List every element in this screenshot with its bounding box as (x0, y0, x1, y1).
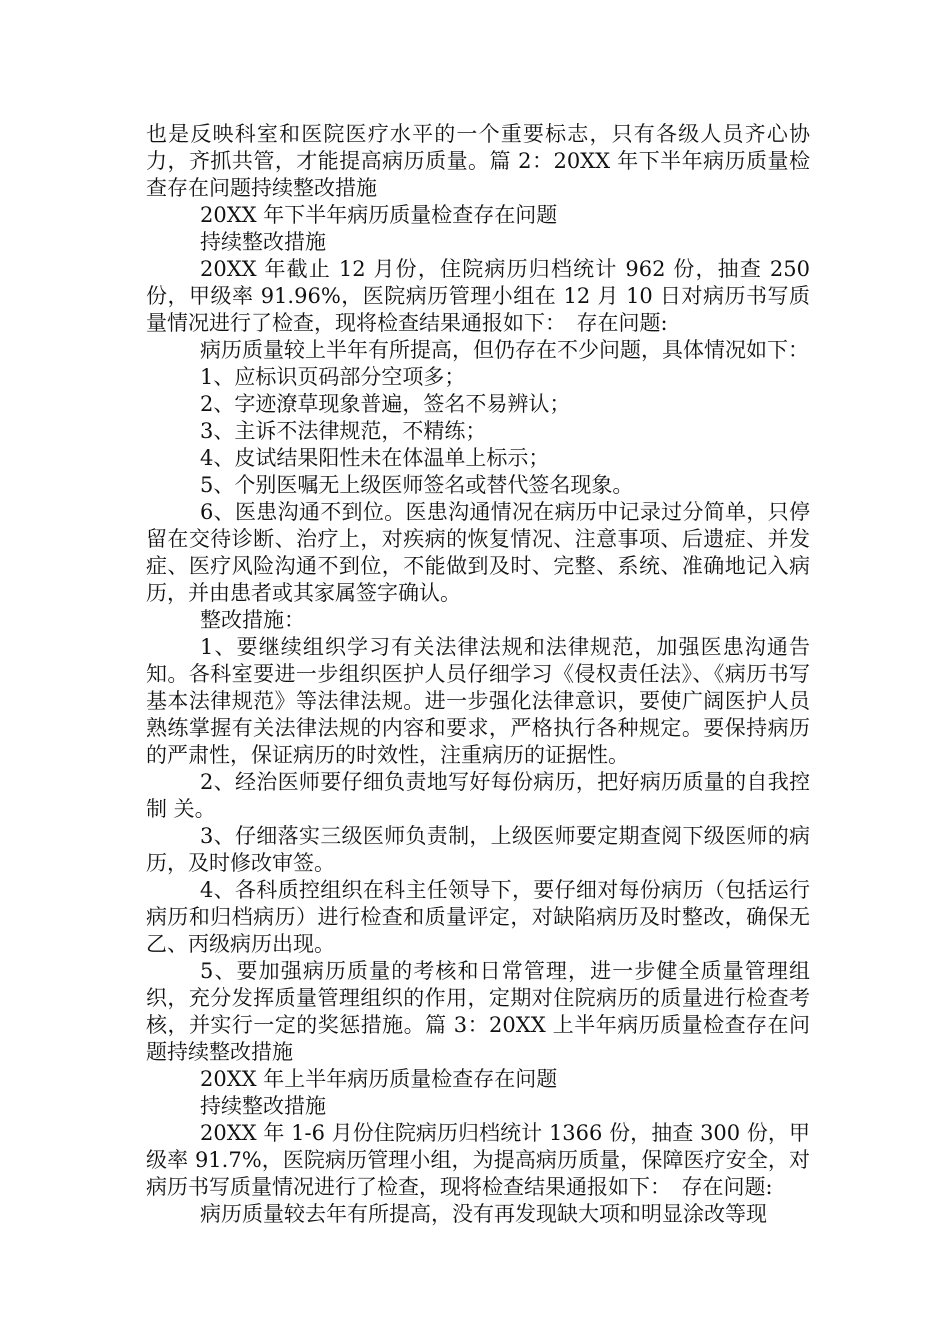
problem-item: 4、皮试结果阳性未在体温单上标示； (200, 446, 550, 470)
paragraph-intro: 20XX 年截止 12 月份，住院病历归档统计 962 份，抽查 250 份，甲级率 91.96%，医院病历管理小组在 12 月 10 日对病历书写质量情况进行了检查，现将检查结果通报如下： 存在问题: (146, 257, 810, 335)
paragraph-continuation: 也是反映科室和医院医疗水平的一个重要标志，只有各级人员齐心协力，齐抓共管，才能提高病历质量。篇 2：20XX 年下半年病历质量检查存在问题持续整改措施 (146, 122, 810, 200)
section-subtitle: 持续整改措施 (200, 230, 326, 254)
document-page (146, 121, 810, 1228)
problem-item: 5、个别医嘱无上级医师签名或替代签名现象。 (200, 473, 634, 497)
paragraph-problems-summary: 病历质量较上半年有所提高，但仍存在不少问题，具体情况如下： (200, 338, 809, 362)
problem-item: 1、应标识页码部分空项多； (200, 365, 466, 389)
paragraph-problems-summary: 病历质量较去年有所提高，没有再发现缺大项和明显涂改等现 (200, 1202, 767, 1226)
section-title: 20XX 年下半年病历质量检查存在问题 (200, 203, 558, 227)
paragraph-intro: 20XX 年 1-6 月份住院病历归档统计 1366 份，抽查 300 份，甲级率 91.7%，医院病历管理小组，为提高病历质量，保障医疗安全，对病历书写质量情况进行了检查，现将检查结果通报如下： 存在问题: (146, 1121, 810, 1199)
section-title: 20XX 年上半年病历质量检查存在问题 (200, 1067, 558, 1091)
problem-item: 3、主诉不法律规范，不精练； (200, 419, 487, 443)
measure-item: 2、经治医师要仔细负责地写好每份病历，把好病历质量的自我控制 关。 (146, 770, 810, 821)
problem-item: 2、字迹潦草现象普遍，签名不易辨认； (200, 392, 571, 416)
measure-item: 1、要继续组织学习有关法律法规和法律规范，加强医患沟通告知。各科室要进一步组织医护人员仔细学习《侵权责任法》、《病历书写基本法律规范》等法律法规。进一步强化法律意识，要使广阔医护人员熟练掌握有关法律法规的内容和要求，严格执行各种规定。要保持病历的严肃性，保证病历的时效性，注重病历的证据性。 (146, 635, 810, 767)
section-subtitle: 持续整改措施 (200, 1094, 326, 1118)
measure-item: 5、要加强病历质量的考核和日常管理，进一步健全质量管理组织，充分发挥质量管理组织的作用，定期对住院病历的质量进行检查考核，并实行一定的奖惩措施。篇 3：20XX 上半年病历质量检查存在问题持续整改措施 (146, 959, 810, 1064)
measure-item: 3、仔细落实三级医师负责制，上级医师要定期查阅下级医师的病历，及时修改审签。 (146, 824, 810, 875)
problem-item: 6、医患沟通不到位。医患沟通情况在病历中记录过分简单，只停留在交待诊断、治疗上，对疾病的恢复情况、注意事项、后遗症、并发症、医疗风险沟通不到位，不能做到及时、完整、系统、准确地记入病历，并由患者或其家属签字确认。 (146, 500, 810, 605)
measure-item: 4、各科质控组织在科主任领导下，要仔细对每份病历（包括运行病历和归档病历）进行检查和质量评定，对缺陷病历及时整改，确保无乙、丙级病历出现。 (146, 878, 810, 956)
measures-heading: 整改措施： (200, 608, 305, 632)
